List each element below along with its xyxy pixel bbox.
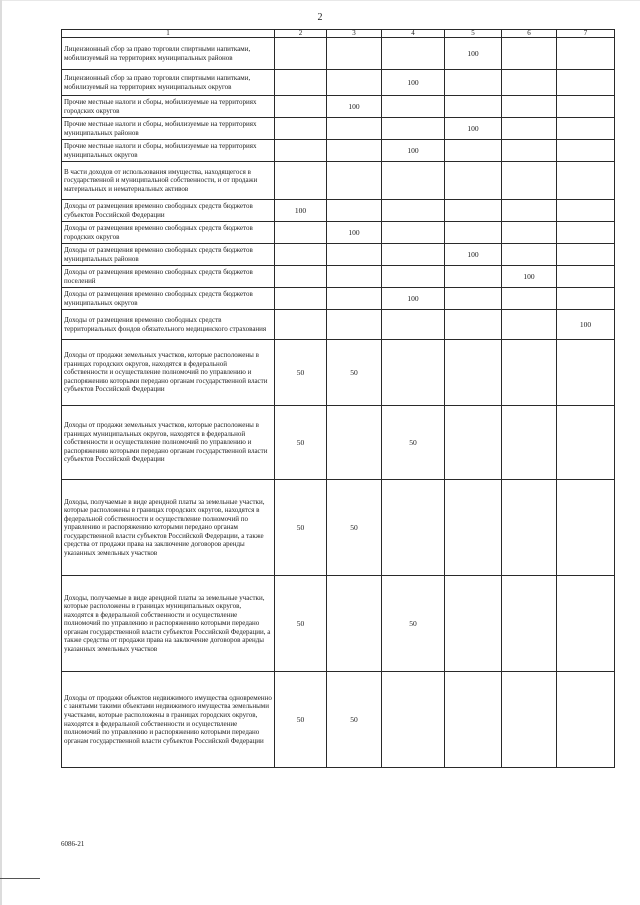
share-cell-col-4 [382,480,445,576]
share-cell-col-5: 100 [445,244,502,266]
share-cell-col-7 [557,406,615,480]
column-header: 3 [327,30,382,38]
income-type-text: Доходы от продажи объектов недвижимого имущества одновременно с занятыми такими объектами недвижимого имущества земельными участками, которые расположены в границах городских округов, находятся в федеральной собственности и осуществление полномочий по управлению и распоряжению которыми передано органам государственной власти субъектов Российской Федерации [64,693,272,745]
income-type-cell [62,266,275,288]
share-cell-col-3 [327,406,382,480]
table-row [62,244,615,266]
share-cell-col-6 [502,480,557,576]
column-header: 1 [62,30,275,38]
share-cell-col-4: 50 [382,406,445,480]
income-type-cell [62,140,275,162]
share-cell-col-7 [557,480,615,576]
table-row [62,406,615,480]
share-cell-col-4 [382,222,445,244]
share-cell-col-3 [327,266,382,288]
share-cell-col-3 [327,140,382,162]
share-cell-col-4 [382,118,445,140]
share-cell-col-2: 50 [275,672,327,768]
share-cell-col-3 [327,162,382,200]
share-cell-col-7 [557,162,615,200]
share-cell-col-7 [557,140,615,162]
share-cell-col-5 [445,480,502,576]
share-cell-col-7 [557,200,615,222]
income-type-text: Прочие местные налоги и сборы, мобилизуемые на территориях муниципальных округов [64,141,257,159]
share-cell-col-3 [327,288,382,310]
share-cell-col-6 [502,576,557,672]
share-cell-col-4 [382,96,445,118]
share-cell-col-2 [275,96,327,118]
share-cell-col-5 [445,576,502,672]
share-cell-col-6 [502,310,557,340]
share-cell-col-3: 100 [327,96,382,118]
share-cell-col-6 [502,244,557,266]
table-row [62,118,615,140]
share-cell-col-5: 100 [445,118,502,140]
share-cell-col-7 [557,96,615,118]
income-type-cell [62,118,275,140]
income-type-cell [62,222,275,244]
column-header: 6 [502,30,557,38]
share-cell-col-2: 50 [275,406,327,480]
share-cell-col-3 [327,576,382,672]
scan-mark [0,878,40,879]
income-type-cell [62,340,275,406]
income-type-text: Прочие местные налоги и сборы, мобилизуемые на территориях городских округов [64,97,257,115]
share-cell-col-3 [327,38,382,70]
share-cell-col-6 [502,140,557,162]
income-type-cell [62,576,275,672]
income-type-cell [62,288,275,310]
share-cell-col-5 [445,310,502,340]
share-cell-col-2 [275,162,327,200]
share-cell-col-2 [275,244,327,266]
share-cell-col-6 [502,38,557,70]
share-cell-col-2 [275,222,327,244]
income-type-text: Доходы от размещения временно свободных средств бюджетов поселений [64,267,253,285]
table-row [62,576,615,672]
income-type-cell [62,480,275,576]
share-cell-col-5 [445,96,502,118]
share-cell-col-6 [502,162,557,200]
table-row [62,288,615,310]
share-cell-col-7 [557,340,615,406]
income-type-text: Доходы от продажи земельных участков, которые расположены в границах городских округов, находятся в федеральной собственности и осуществление полномочий по управлению и распоряжению которыми передано органам государственной власти субъектов Российской Федерации [64,351,268,394]
table-row [62,480,615,576]
share-cell-col-4: 100 [382,288,445,310]
share-cell-col-7 [557,288,615,310]
share-cell-col-5 [445,266,502,288]
share-cell-col-4 [382,310,445,340]
table-body [62,38,615,768]
share-cell-col-3 [327,310,382,340]
share-cell-col-5 [445,162,502,200]
share-cell-col-3 [327,200,382,222]
share-cell-col-7 [557,70,615,96]
table-row [62,140,615,162]
share-cell-col-4 [382,340,445,406]
share-cell-col-2: 50 [275,340,327,406]
income-type-cell [62,200,275,222]
share-cell-col-5 [445,200,502,222]
income-type-cell [62,244,275,266]
page-number: 2 [317,12,323,23]
income-type-text: Доходы от размещения временно свободных средств бюджетов муниципальных районов [64,245,253,263]
document-code: 6086-21 [61,840,85,848]
income-type-text: В части доходов от использования имущества, находящегося в государственной и муниципальной собственности, и от продажи материальных и нематериальных активов [64,167,258,193]
share-cell-col-2 [275,70,327,96]
income-type-text: Доходы от размещения временно свободных средств бюджетов субъектов Российской Федерации [64,201,253,219]
share-cell-col-2 [275,310,327,340]
income-type-text: Доходы от размещения временно свободных средств бюджетов муниципальных округов [64,289,253,307]
share-cell-col-7 [557,266,615,288]
share-cell-col-4 [382,162,445,200]
share-cell-col-2 [275,38,327,70]
share-cell-col-6 [502,96,557,118]
share-cell-col-5 [445,288,502,310]
revenue-distribution-table [61,29,615,768]
share-cell-col-3 [327,70,382,96]
table-row [62,96,615,118]
table-row [62,38,615,70]
share-cell-col-3: 50 [327,480,382,576]
share-cell-col-6 [502,340,557,406]
income-type-cell [62,96,275,118]
share-cell-col-6 [502,222,557,244]
scan-top-edge [0,0,640,1]
table-row [62,310,615,340]
income-type-text: Прочие местные налоги и сборы, мобилизуемые на территориях муниципальных районов [64,119,257,137]
share-cell-col-7 [557,576,615,672]
share-cell-col-2: 100 [275,200,327,222]
table-row [62,200,615,222]
share-cell-col-4 [382,200,445,222]
table-row [62,672,615,768]
share-cell-col-6: 100 [502,266,557,288]
table-row [62,266,615,288]
share-cell-col-7 [557,672,615,768]
share-cell-col-3: 50 [327,672,382,768]
income-type-cell [62,70,275,96]
income-type-cell [62,406,275,480]
income-type-text: Лицензионный сбор за право торговли спиртными напитками, мобилизуемый на территориях муниципальных районов [64,44,251,62]
share-cell-col-6 [502,118,557,140]
share-cell-col-4 [382,672,445,768]
share-cell-col-7: 100 [557,310,615,340]
table-row [62,340,615,406]
column-header: 5 [445,30,502,38]
table-row [62,222,615,244]
share-cell-col-3 [327,118,382,140]
share-cell-col-3 [327,244,382,266]
table-row [62,70,615,96]
income-type-text: Доходы от размещения временно свободных средств бюджетов городских округов [64,223,253,241]
share-cell-col-2 [275,140,327,162]
share-cell-col-4 [382,244,445,266]
share-cell-col-4 [382,38,445,70]
share-cell-col-6 [502,288,557,310]
share-cell-col-6 [502,70,557,96]
share-cell-col-7 [557,38,615,70]
share-cell-col-2 [275,118,327,140]
column-header: 2 [275,30,327,38]
share-cell-col-5 [445,672,502,768]
share-cell-col-2 [275,288,327,310]
scan-left-edge [0,0,2,905]
share-cell-col-7 [557,244,615,266]
table-row [62,162,615,200]
share-cell-col-4: 50 [382,576,445,672]
income-type-cell [62,310,275,340]
share-cell-col-7 [557,118,615,140]
share-cell-col-2 [275,266,327,288]
income-type-cell [62,162,275,200]
share-cell-col-3: 100 [327,222,382,244]
income-type-cell [62,672,275,768]
share-cell-col-5 [445,222,502,244]
share-cell-col-6 [502,200,557,222]
share-cell-col-6 [502,406,557,480]
share-cell-col-6 [502,672,557,768]
header-row [62,30,615,38]
share-cell-col-5 [445,406,502,480]
income-type-text: Доходы от продажи земельных участков, которые расположены в границах муниципальных округов, находятся в федеральной собственности и осуществление полномочий по управлению и распоряжению которыми передано органам государственной власти субъектов Российской Федерации [64,421,268,464]
share-cell-col-7 [557,222,615,244]
income-type-text: Доходы, получаемые в виде арендной платы за земельные участки, которые расположены в границах муниципальных округов, находятся в федеральной собственности и осуществление полномочий по управлению и распоряжению которыми передано органам государственной власти субъектов Российской Федерации, а также средства от продажи права на заключение договоров аренды указанных земельных участков [64,593,271,653]
share-cell-col-4 [382,266,445,288]
income-type-text: Доходы от размещения временно свободных средств территориальных фондов обязательного медицинского страхования [64,315,267,333]
column-header: 4 [382,30,445,38]
share-cell-col-5 [445,70,502,96]
share-cell-col-5 [445,140,502,162]
share-cell-col-2: 50 [275,576,327,672]
income-type-cell [62,38,275,70]
share-cell-col-2: 50 [275,480,327,576]
share-cell-col-5: 100 [445,38,502,70]
share-cell-col-4: 100 [382,140,445,162]
share-cell-col-3: 50 [327,340,382,406]
share-cell-col-4: 100 [382,70,445,96]
share-cell-col-5 [445,340,502,406]
column-header: 7 [557,30,615,38]
income-type-text: Доходы, получаемые в виде арендной платы за земельные участки, которые расположены в границах городских округов, находятся в федеральной собственности и осуществление полномочий по управлению и распоряжению которыми передано органам государственной власти субъектов Российской Федерации, а также средства от продажи права на заключение договоров аренды указанных земельных участков [64,497,265,557]
income-type-text: Лицензионный сбор за право торговли спиртными напитками, мобилизуемый на территориях муниципальных округов [64,73,251,91]
